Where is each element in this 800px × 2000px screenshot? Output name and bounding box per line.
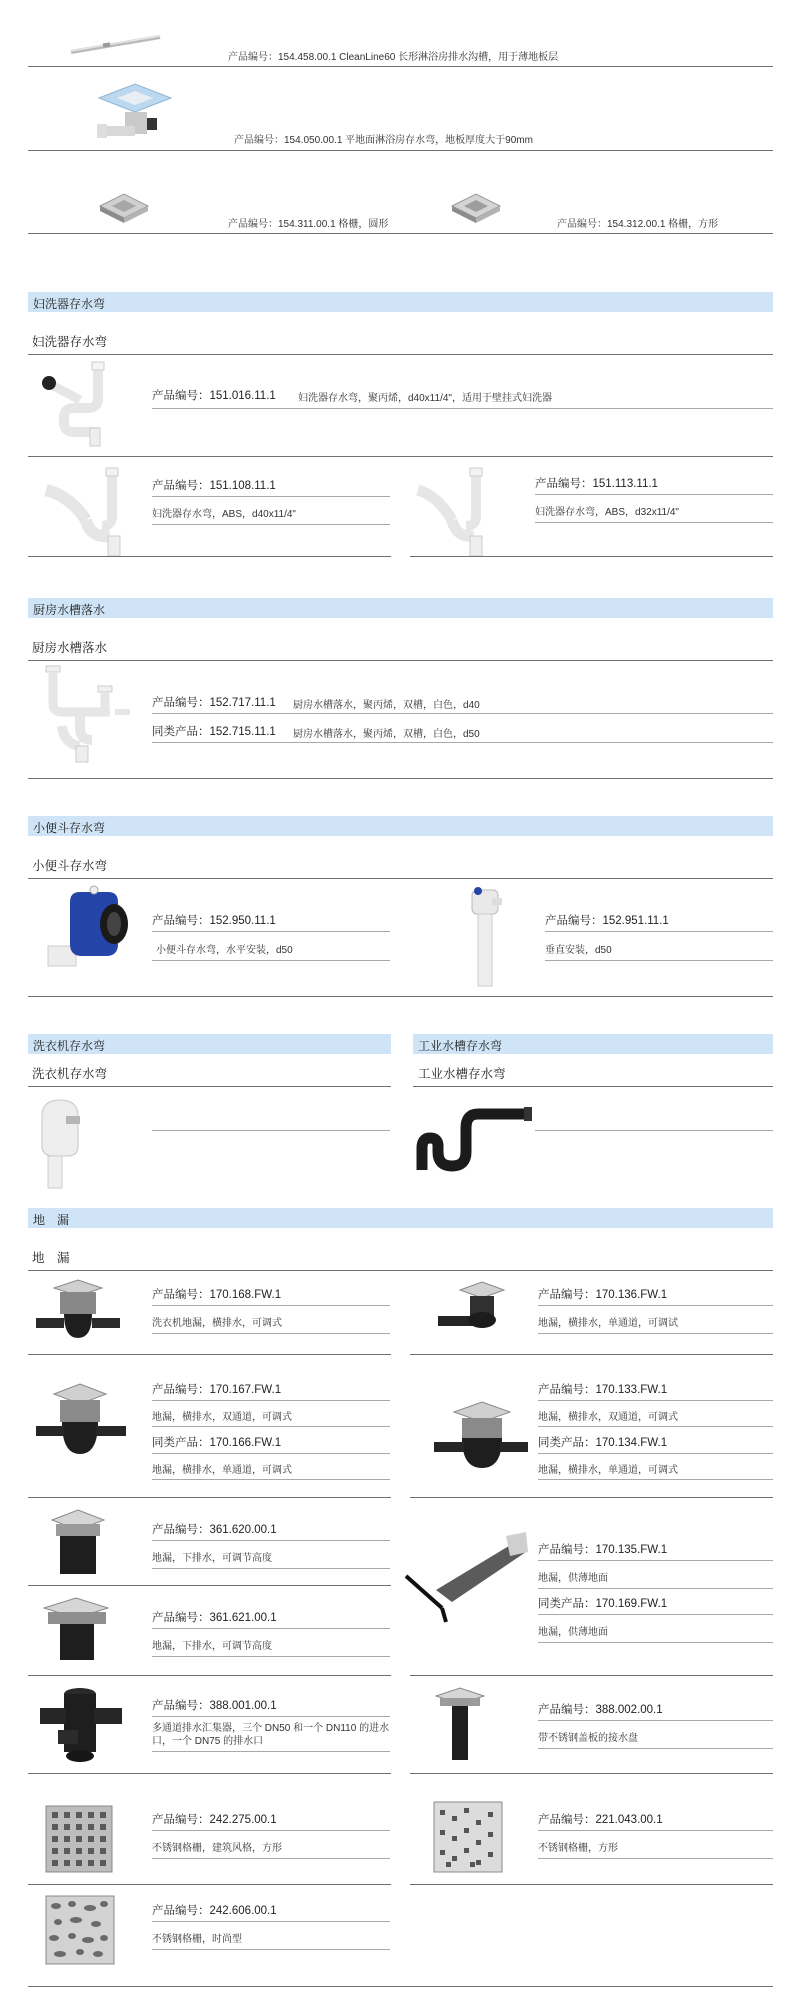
- divider: [152, 1628, 390, 1629]
- product-code: 产品编号：361.621.00.1: [152, 1612, 277, 1624]
- product-code: 同类产品：152.715.11.1: [152, 726, 276, 738]
- divider: [152, 408, 773, 409]
- divider: [152, 1479, 390, 1480]
- divider: [538, 1588, 773, 1589]
- product-desc: 厨房水槽落水，聚丙烯，双槽，白色，d40: [293, 700, 480, 711]
- product-code: 同类产品：170.166.FW.1: [152, 1437, 282, 1449]
- divider: [28, 1675, 391, 1676]
- floor-drain-image: [38, 1596, 118, 1666]
- divider: [152, 524, 390, 525]
- product-desc: 地漏，横排水，单通道，可调式: [152, 1465, 292, 1476]
- divider: [538, 1333, 773, 1334]
- product-code: 产品编号：151.108.11.1: [152, 480, 276, 492]
- product-desc: 地漏，供薄地面: [538, 1627, 608, 1638]
- product-desc: 妇洗器存水弯，ABS，d32x11/4": [535, 507, 679, 518]
- drain-collector-image: [36, 1684, 126, 1768]
- section-band-urinal: 小便斗存水弯: [28, 816, 773, 836]
- section-subtitle: 洗衣机存水弯: [32, 1067, 108, 1081]
- divider: [28, 1086, 391, 1087]
- section-subtitle: 工业水槽存水弯: [418, 1067, 506, 1081]
- product-desc: 厨房水槽落水，聚丙烯，双槽，白色，d50: [293, 729, 480, 740]
- divider: [28, 660, 773, 661]
- divider: [538, 1642, 773, 1643]
- divider: [538, 1560, 773, 1561]
- divider: [410, 556, 773, 557]
- bidet-trap-image: [412, 466, 492, 560]
- bidet-trap-image: [40, 360, 120, 450]
- divider: [152, 1305, 390, 1306]
- urinal-trap-image: [40, 884, 140, 982]
- divider: [410, 1497, 773, 1498]
- section-band-washer: 洗衣机存水弯: [28, 1034, 391, 1054]
- product-desc: 地漏，供薄地面: [538, 1573, 608, 1584]
- kitchen-drain-image: [40, 664, 135, 764]
- divider: [413, 1086, 773, 1087]
- section-band-industrial: 工业水槽存水弯: [413, 1034, 773, 1054]
- divider: [28, 354, 773, 355]
- divider: [28, 66, 773, 67]
- grate-image: [432, 1800, 504, 1874]
- divider: [28, 1497, 391, 1498]
- divider: [538, 1400, 773, 1401]
- urinal-trap-image: [460, 882, 520, 992]
- product-desc: 地漏，横排水，双通道，可调式: [152, 1412, 292, 1423]
- product-desc: 带不锈钢盖板的接水盘: [538, 1733, 638, 1744]
- divider: [28, 456, 773, 457]
- square-grate-image: [450, 190, 502, 226]
- drain-channel-image: [68, 32, 163, 56]
- divider: [152, 1830, 390, 1831]
- divider: [28, 1986, 773, 1987]
- product-line: 产品编号：154.458.00.1 CleanLine60 长形淋浴房排水沟槽，用于薄地板层: [228, 52, 559, 63]
- product-code: 同类产品：170.169.FW.1: [538, 1598, 668, 1610]
- divider: [538, 1720, 773, 1721]
- bidet-trap-image: [40, 466, 130, 560]
- grate-image: [44, 1804, 114, 1874]
- product-desc: 地漏，下排水，可调节高度: [152, 1553, 272, 1564]
- divider: [28, 878, 773, 879]
- divider: [28, 1354, 391, 1355]
- product-desc: 地漏，横排水，单通道，可调试: [538, 1318, 678, 1329]
- divider: [152, 1656, 390, 1657]
- product-code: 产品编号：388.002.00.1: [538, 1704, 663, 1716]
- product-desc: 不锈钢格栅，时尚型: [152, 1934, 242, 1945]
- divider: [28, 1270, 773, 1271]
- divider: [152, 1540, 390, 1541]
- product-desc: 多通道排水汇集器，三个 DN50 和一个 DN110 的进水口，一个 DN75 的排水口: [152, 1723, 390, 1747]
- divider: [535, 494, 773, 495]
- product-desc: 小便斗存水弯，水平安装，d50: [156, 945, 293, 956]
- product-desc: 洗衣机地漏，横排水，可调式: [152, 1318, 282, 1329]
- product-code: 产品编号：170.167.FW.1: [152, 1384, 282, 1396]
- floor-drain-image: [430, 1398, 530, 1480]
- divider: [538, 1305, 773, 1306]
- divider: [410, 1773, 773, 1774]
- section-subtitle: 厨房水槽落水: [32, 641, 108, 655]
- product-desc: 不锈钢格栅，方形: [538, 1843, 618, 1854]
- product-desc: 不锈钢格栅，建筑风格，方形: [152, 1843, 282, 1854]
- divider: [535, 1130, 773, 1131]
- round-grate-image: [98, 190, 150, 226]
- drain-pan-image: [430, 1686, 490, 1766]
- divider: [538, 1453, 773, 1454]
- divider: [28, 778, 773, 779]
- product-line: 产品编号：154.312.00.1 格栅，方形: [557, 219, 719, 230]
- product-code: 产品编号：152.717.11.1: [152, 697, 276, 709]
- product-code: 产品编号：242.275.00.1: [152, 1814, 277, 1826]
- divider: [28, 1884, 391, 1885]
- product-code: 产品编号：242.606.00.1: [152, 1905, 277, 1917]
- product-code: 产品编号：170.133.FW.1: [538, 1384, 668, 1396]
- grate-image: [44, 1894, 116, 1966]
- divider: [152, 1921, 390, 1922]
- divider: [538, 1479, 773, 1480]
- divider: [28, 1585, 391, 1586]
- divider: [535, 522, 773, 523]
- divider: [28, 150, 773, 151]
- product-desc: 地漏，横排水，双通道，可调式: [538, 1412, 678, 1423]
- product-code: 产品编号：170.168.FW.1: [152, 1289, 282, 1301]
- product-desc: 地漏，横排水，单通道，可调式: [538, 1465, 678, 1476]
- divider: [152, 1751, 390, 1752]
- section-subtitle: 小便斗存水弯: [32, 859, 108, 873]
- floor-drain-image: [34, 1278, 124, 1350]
- divider: [152, 496, 390, 497]
- divider: [152, 1858, 390, 1859]
- divider: [152, 960, 390, 961]
- divider: [152, 931, 390, 932]
- product-code: 产品编号：152.951.11.1: [545, 915, 669, 927]
- divider: [28, 556, 391, 557]
- product-code: 产品编号：151.113.11.1: [535, 478, 658, 490]
- divider: [538, 1748, 773, 1749]
- divider: [28, 233, 773, 234]
- product-code: 产品编号：151.016.11.1: [152, 390, 276, 402]
- divider: [545, 931, 773, 932]
- divider: [152, 1333, 390, 1334]
- divider: [28, 996, 773, 997]
- divider: [28, 1773, 391, 1774]
- divider: [538, 1858, 773, 1859]
- divider: [545, 960, 773, 961]
- floor-drain-image: [430, 1280, 520, 1346]
- divider: [538, 1830, 773, 1831]
- divider: [152, 1130, 390, 1131]
- product-code: 产品编号：170.135.FW.1: [538, 1544, 668, 1556]
- section-subtitle: 地 漏: [32, 1251, 70, 1265]
- shower-trap-image: [95, 78, 175, 150]
- product-desc: 地漏，下排水，可调节高度: [152, 1641, 272, 1652]
- section-band-bidet: 妇洗器存水弯: [28, 292, 773, 312]
- divider: [410, 1675, 773, 1676]
- divider: [152, 1949, 390, 1950]
- divider: [152, 713, 773, 714]
- section-band-floor-drain: 地 漏: [28, 1208, 773, 1228]
- divider: [410, 1354, 773, 1355]
- floor-drain-image: [402, 1528, 532, 1628]
- divider: [538, 1614, 773, 1615]
- product-line: 产品编号：154.050.00.1 平地面淋浴房存水弯，地板厚度大于90mm: [234, 135, 533, 146]
- divider: [152, 1716, 390, 1717]
- divider: [152, 1400, 390, 1401]
- section-subtitle: 妇洗器存水弯: [32, 335, 108, 349]
- product-code: 同类产品：170.134.FW.1: [538, 1437, 668, 1449]
- product-line: 产品编号：154.311.00.1 格栅，圆形: [228, 219, 389, 230]
- product-code: 产品编号：170.136.FW.1: [538, 1289, 668, 1301]
- divider: [152, 1568, 390, 1569]
- product-desc: 妇洗器存水弯，聚丙烯，d40x11/4"，适用于壁挂式妇洗器: [298, 393, 552, 404]
- product-desc: 妇洗器存水弯，ABS，d40x11/4": [152, 509, 296, 520]
- product-code: 产品编号：388.001.00.1: [152, 1700, 277, 1712]
- divider: [152, 742, 773, 743]
- floor-drain-image: [34, 1380, 129, 1468]
- divider: [152, 1426, 390, 1427]
- product-code: 产品编号：152.950.11.1: [152, 915, 276, 927]
- product-code: 产品编号：361.620.00.1: [152, 1524, 277, 1536]
- product-code: 产品编号：221.043.00.1: [538, 1814, 663, 1826]
- product-desc: 垂直安装，d50: [545, 945, 612, 956]
- divider: [538, 1426, 773, 1427]
- divider: [152, 1453, 390, 1454]
- floor-drain-image: [44, 1508, 114, 1580]
- divider: [410, 1884, 773, 1885]
- industrial-trap-image: [410, 1100, 535, 1180]
- section-band-kitchen: 厨房水槽落水: [28, 598, 773, 618]
- washer-trap-image: [34, 1096, 94, 1192]
